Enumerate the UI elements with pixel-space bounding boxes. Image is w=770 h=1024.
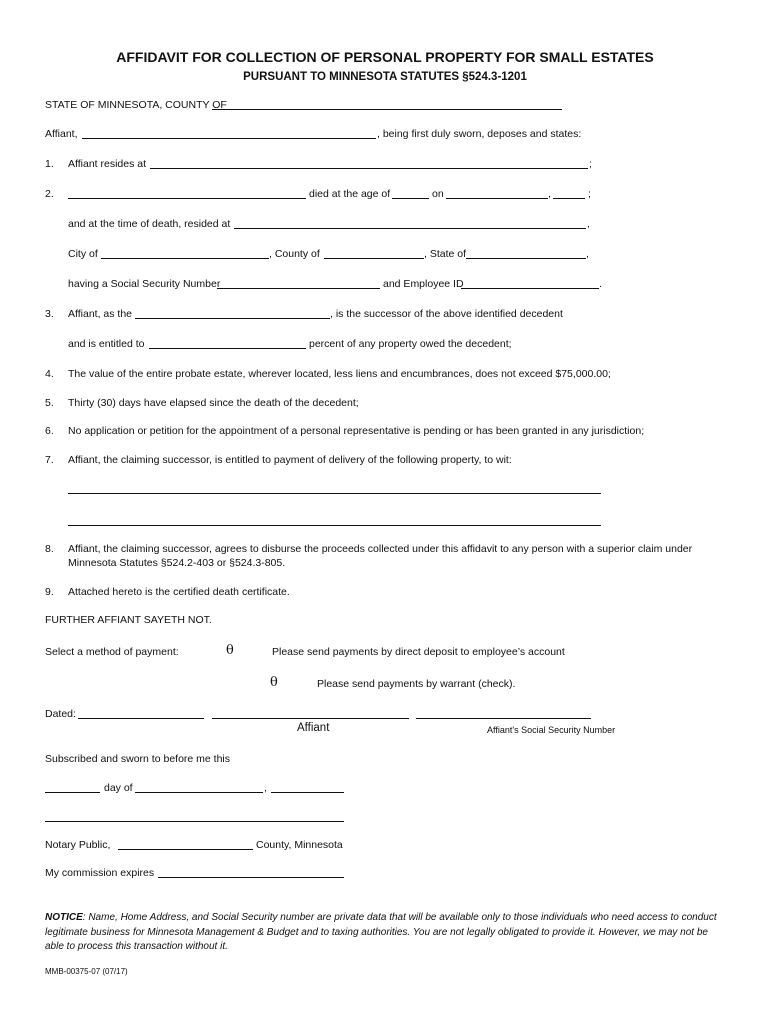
city-field[interactable] <box>101 258 269 259</box>
warrant-label: Please send payments by warrant (check). <box>317 678 516 690</box>
affiant-label: Affiant, <box>45 128 78 140</box>
resided-label: and at the time of death, resided at <box>68 218 231 230</box>
employee-id-end: . <box>599 278 602 290</box>
decedent-ssn-field[interactable] <box>217 288 380 289</box>
item-4-text: The value of the entire probate estate, wherever located, less liens and encumbrances, does not exceed $75,000.00; <box>68 368 611 380</box>
privacy-notice <box>45 911 725 955</box>
notary-public-label: Notary Public, <box>45 839 111 851</box>
year-field[interactable] <box>271 792 344 793</box>
day-of-label: day of <box>104 782 133 794</box>
item-number-8: 8. <box>45 543 54 555</box>
county-field[interactable] <box>212 109 562 110</box>
decedent-county-field[interactable] <box>324 258 424 259</box>
item-number-6: 6. <box>45 425 54 437</box>
notice-label: NOTICE <box>45 912 83 923</box>
item-9-text: Attached hereto is the certified death certificate. <box>68 586 290 598</box>
county-of-label: , County of <box>269 248 320 260</box>
county-minnesota-label: County, Minnesota <box>256 839 343 851</box>
item-8-text-b: Minnesota Statutes §524.2-403 or §524.3-805. <box>68 557 286 569</box>
employee-id-field[interactable] <box>461 288 599 289</box>
form-subtitle: PURSUANT TO MINNESOTA STATUTES §524.3-1201 <box>243 71 527 83</box>
died-age-label: died at the age of <box>309 188 391 200</box>
city-label: City of <box>68 248 98 260</box>
item-number-9: 9. <box>45 586 54 598</box>
item-1-end: ; <box>589 158 592 170</box>
affiant-ssn-field[interactable] <box>416 718 591 719</box>
date-comma: , <box>548 188 551 200</box>
percent-field[interactable] <box>149 348 306 349</box>
warrant-radio[interactable]: θ <box>270 675 278 690</box>
commission-field[interactable] <box>158 877 344 878</box>
item-number-4: 4. <box>45 368 54 380</box>
payment-method-label: Select a method of payment: <box>45 646 179 658</box>
dated-field[interactable] <box>78 718 204 719</box>
month-field[interactable] <box>135 792 263 793</box>
affiant-ssn-caption: Affiant's Social Security Number <box>487 725 616 735</box>
affiant-caption: Affiant <box>297 722 330 734</box>
item-3-text-c: and is entitled to <box>68 338 145 350</box>
direct-deposit-label: Please send payments by direct deposit to employee’s account <box>272 646 565 658</box>
property-line-2[interactable] <box>68 525 601 526</box>
resided-end: , <box>587 218 590 230</box>
affiant-signature-field[interactable] <box>212 718 409 719</box>
dated-label: Dated: <box>45 708 76 720</box>
item-number-7: 7. <box>45 454 54 466</box>
item-number-2: 2. <box>45 188 54 200</box>
item-3-text-a: Affiant, as the <box>68 308 133 320</box>
day-field[interactable] <box>45 792 100 793</box>
decedent-residence-field[interactable] <box>234 228 586 229</box>
affiant-suffix: , being first duly sworn, deposes and states: <box>377 128 582 140</box>
state-field[interactable] <box>466 258 586 259</box>
item-3-text-b: , is the successor of the above identified decedent <box>330 308 563 320</box>
notary-county-field[interactable] <box>118 849 253 850</box>
state-end: , <box>586 248 589 260</box>
item-number-1: 1. <box>45 158 54 170</box>
item-8-text-a: Affiant, the claiming successor, agrees to disburse the proceeds collected under this affidavit to any person with a superior claim under <box>68 543 693 555</box>
age-field[interactable] <box>392 198 429 199</box>
item-number-3: 3. <box>45 308 54 320</box>
state-of-label: , State of <box>424 248 467 260</box>
item-2-end: ; <box>588 188 591 200</box>
day-of-comma: , <box>264 782 267 794</box>
form-title: AFFIDAVIT FOR COLLECTION OF PERSONAL PROPERTY FOR SMALL ESTATES <box>116 49 654 65</box>
affiant-name-field[interactable] <box>82 138 376 139</box>
direct-deposit-radio[interactable]: θ <box>226 643 234 658</box>
item-3-text-d: percent of any property owed the decedent; <box>309 338 512 350</box>
property-line-1[interactable] <box>68 493 601 494</box>
form-number: MMB-00375-07 (07/17) <box>45 967 128 976</box>
item-5-text: Thirty (30) days have elapsed since the death of the decedent; <box>68 397 359 409</box>
further-affiant-text: FURTHER AFFIANT SAYETH NOT. <box>45 614 212 626</box>
residence-field[interactable] <box>150 168 588 169</box>
decedent-name-field[interactable] <box>68 198 306 199</box>
subscribed-text: Subscribed and sworn to before me this <box>45 753 231 765</box>
item-7-text: Affiant, the claiming successor, is entitled to payment of delivery of the following property, to wit: <box>68 454 512 466</box>
relationship-field[interactable] <box>135 318 330 319</box>
notice-text: : Name, Home Address, and Social Security number are private data that will be available only to those individuals who need access to conduct legitimate business for Minnesota Management & Budget and to taxing authorities. You are not legally obligated to provide it. However, we may not be able to process this transaction without it. <box>45 912 717 952</box>
death-date-field[interactable] <box>446 198 548 199</box>
item-6-text: No application or petition for the appointment of a personal representative is pending or has been granted in any jurisdiction; <box>68 425 645 437</box>
employee-id-label: and Employee ID <box>383 278 464 290</box>
item-1-text: Affiant resides at <box>68 158 147 170</box>
county-label: STATE OF MINNESOTA, COUNTY OF <box>45 99 227 111</box>
item-number-5: 5. <box>45 397 54 409</box>
ssn-label: having a Social Security Number <box>68 278 221 290</box>
on-label: on <box>432 188 444 200</box>
commission-label: My commission expires <box>45 867 155 879</box>
notary-signature-field[interactable] <box>45 821 344 822</box>
death-year-field[interactable] <box>553 198 585 199</box>
